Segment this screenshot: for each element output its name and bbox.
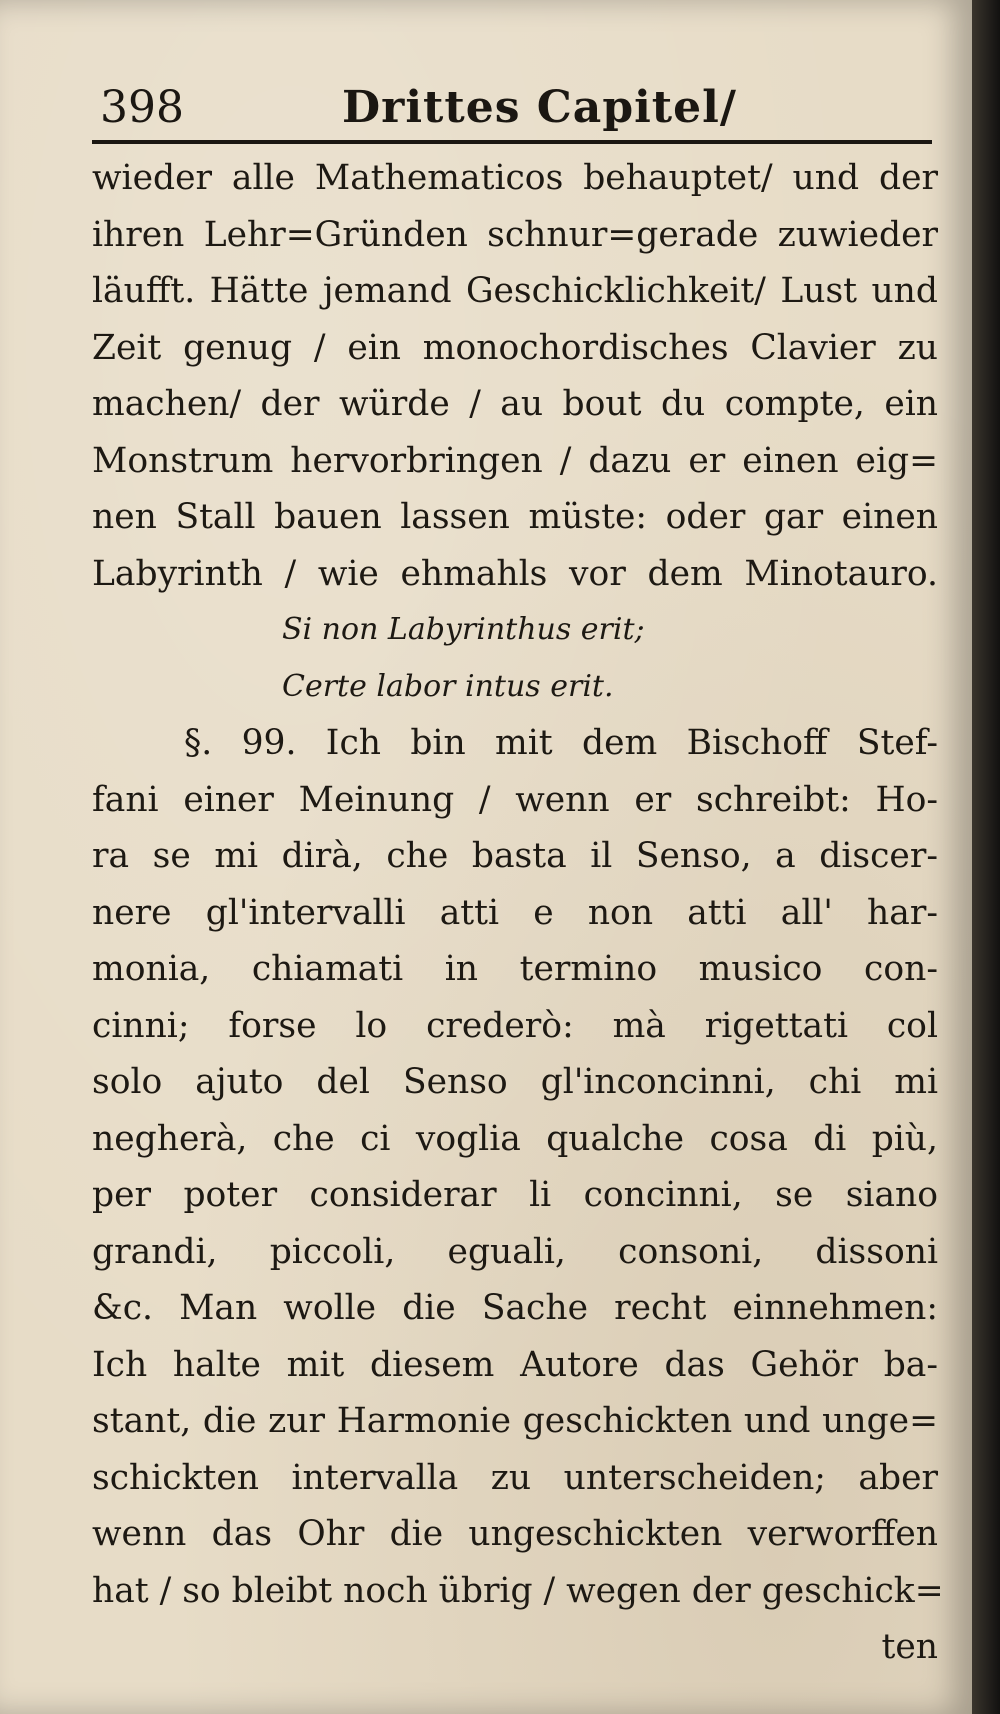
text-line: läufft. Hätte jemand Geschicklichkeit/ Lust und [92,271,938,311]
catchword: ten [881,1627,938,1667]
text-line: Labyrinth / wie ehmahls vor dem Minotauro. [92,553,938,594]
page-body [92,150,944,1676]
text-line: negherà, che ci voglia qualche cosa di più, [92,1118,938,1159]
header-rule [92,140,932,144]
book-gutter-edge [972,0,1000,1714]
text-line: ra se mi dirà, che basta il Senso, a discer- [92,836,938,876]
text-line: wenn das Ohr die ungeschickten verworffen [92,1514,938,1554]
text-line: solo ajuto del Senso gl'inconcinni, chi mi [92,1062,938,1102]
text-line: Monstrum hervorbringen / dazu er einen eig= [92,440,938,481]
verse-line: Si non Labyrinthus erit; [282,612,645,647]
text-line: ihren Lehr=Gründen schnur=gerade zuwieder [92,214,938,255]
page-header [92,78,932,148]
verse-line: Certe labor intus erit. [282,668,614,704]
text-line: cinni; forse lo crederò: mà rigettati col [92,1005,938,1046]
text-line: Zeit genug / ein monochordisches Clavier zu [92,327,938,368]
text-line: stant, die zur Harmonie geschickten und unge= [92,1401,938,1441]
text-line: hat / so bleibt noch übrig / wegen der geschick= [92,1570,944,1611]
text-line: Ich halte mit diesem Autore das Gehör ba- [92,1344,938,1385]
text-line: per poter considerar li concinni, se siano [92,1175,938,1215]
text-line: schickten intervalla zu unterscheiden; aber [92,1457,938,1498]
text-line: wieder alle Mathematicos behauptet/ und der [92,158,938,198]
text-line: nere gl'intervalli atti e non atti all' har- [92,892,938,933]
text-line: nen Stall bauen lassen müste: oder gar einen [92,497,938,537]
text-line: grandi, piccoli, eguali, consoni, dissoni [92,1231,938,1272]
paragraph-first-line: §. 99. Ich bin mit dem Bischoff Stef- [184,723,938,763]
text-line: monia, chiamati in termino musico con- [92,949,938,989]
text-line: &c. Man wolle die Sache recht einnehmen: [92,1288,938,1328]
text-line: fani einer Meinung / wenn er schreibt: Ho- [92,779,938,820]
text-line: machen/ der würde / au bout du compte, ein [92,384,938,424]
running-title: Drittes Capitel/ [342,82,737,133]
page-number: 398 [100,82,184,133]
